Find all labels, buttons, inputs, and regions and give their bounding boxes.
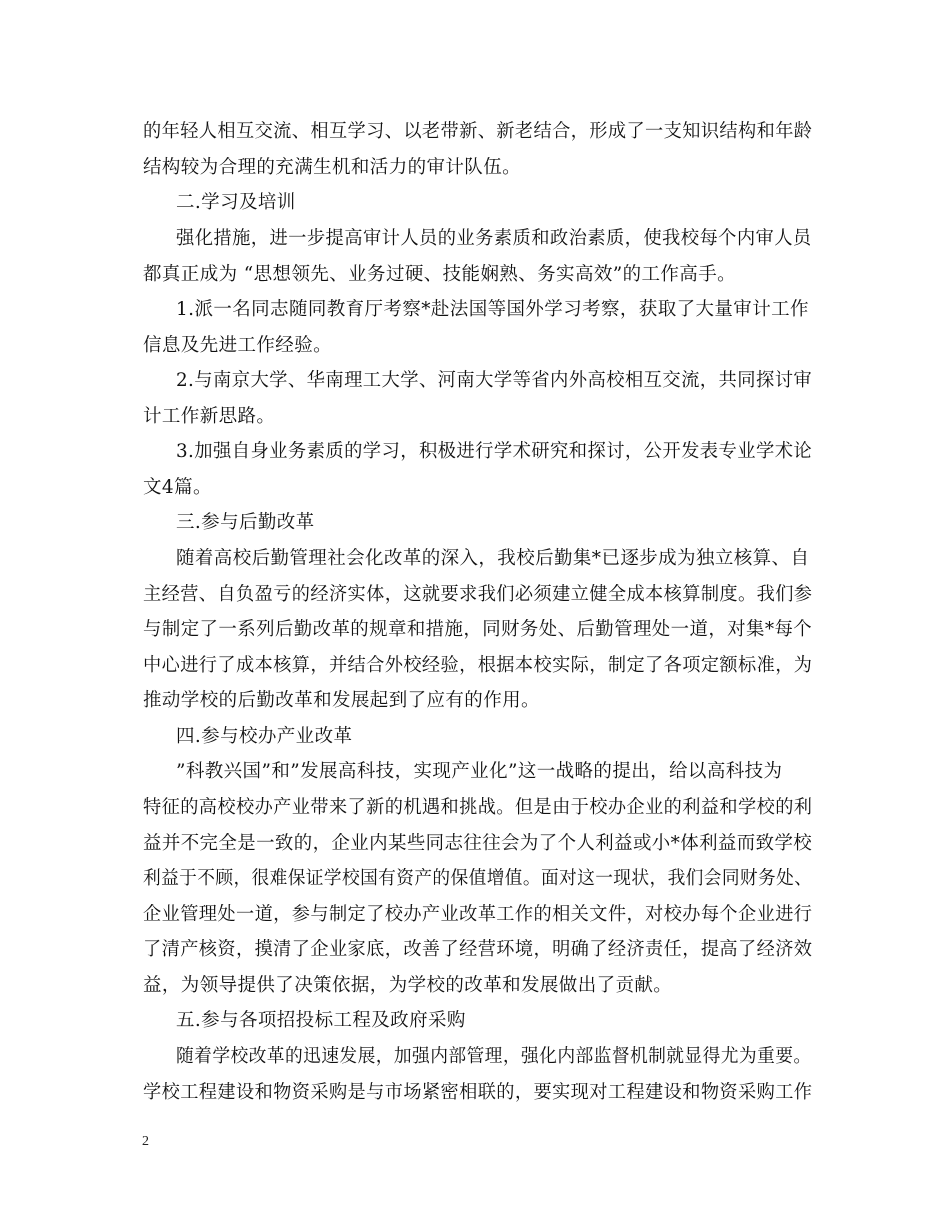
text-line: 特征的高校校办产业带来了新的机遇和挑战。但是由于校办企业的利益和学校的利 (143, 797, 813, 818)
section-heading: 四.参与校办产业改革 (176, 726, 353, 747)
text-line: 益，为领导提供了决策依据，为学校的改革和发展做出了贡献。 (143, 975, 673, 996)
list-item: 3.加强自身业务素质的学习，积极进行学术研究和探讨，公开发表专业学术论 (176, 441, 813, 462)
text-line: 推动学校的后勤改革和发展起到了应有的作用。 (143, 690, 540, 711)
text-line: 结构较为合理的充满生机和活力的审计队伍。 (143, 157, 522, 178)
paragraph-start: 随着学校改革的迅速发展，加强内部管理，强化内部监督机制就显得尤为重要。 (176, 1046, 812, 1067)
text-line: 信息及先进工作经验。 (143, 335, 333, 356)
list-item: 2.与南京大学、华南理工大学、河南大学等省内外高校相互交流，共同探讨审 (176, 370, 813, 391)
text-line: 都真正成为 “思想领先、业务过硬、技能娴熟、务实高效”的工作高手。 (143, 264, 736, 285)
text-line: 计工作新思路。 (143, 406, 276, 427)
paragraph-start: 强化措施，进一步提高审计人员的业务素质和政治素质，使我校每个内审人员 (176, 228, 812, 249)
section-heading: 五.参与各项招投标工程及政府采购 (176, 1010, 466, 1031)
text-line: 与制定了一系列后勤改革的规章和措施，同财务处、后勤管理处一道，对集*每个 (143, 619, 813, 640)
text-line: 主经营、自负盈亏的经济实体，这就要求我们必须建立健全成本核算制度。我们参 (143, 584, 813, 605)
section-heading: 二.学习及培训 (176, 192, 296, 213)
text-line: 企业管理处一道，参与制定了校办产业改革工作的相关文件，对校办每个企业进行 (143, 904, 813, 925)
section-heading: 三.参与后勤改革 (176, 512, 315, 533)
text-line: 的年轻人相互交流、相互学习、以老带新、新老结合，形成了一支知识结构和年龄 (143, 121, 813, 142)
text-line: 学校工程建设和物资采购是与市场紧密相联的，要实现对工程建设和物资采购工作 (143, 1082, 813, 1103)
text-line: 中心进行了成本核算，并结合外校经验，根据本校实际，制定了各项定额标准，为 (143, 655, 813, 676)
list-item: 1.派一名同志随同教育厅考察*赴法国等国外学习考察，获取了大量审计工作 (176, 299, 809, 320)
text-line: 文4篇。 (143, 477, 212, 498)
page-number: 2 (142, 1134, 149, 1149)
paragraph-start: ”科教兴国”和”发展高科技，实现产业化”这一战略的提出，给以高科技为 (176, 761, 783, 782)
text-line: 了清产核资，摸清了企业家底，改善了经营环境，明确了经济责任，提高了经济效 (143, 939, 813, 960)
text-line: 益并不完全是一致的，企业内某些同志往往会为了个人利益或小*体利益而致学校 (143, 833, 813, 854)
text-line: 利益于不顾，很难保证学校国有资产的保值增值。面对这一现状，我们会同财务处、 (143, 868, 813, 889)
paragraph-start: 随着高校后勤管理社会化改革的深入，我校后勤集*已逐步成为独立核算、自 (176, 548, 810, 569)
